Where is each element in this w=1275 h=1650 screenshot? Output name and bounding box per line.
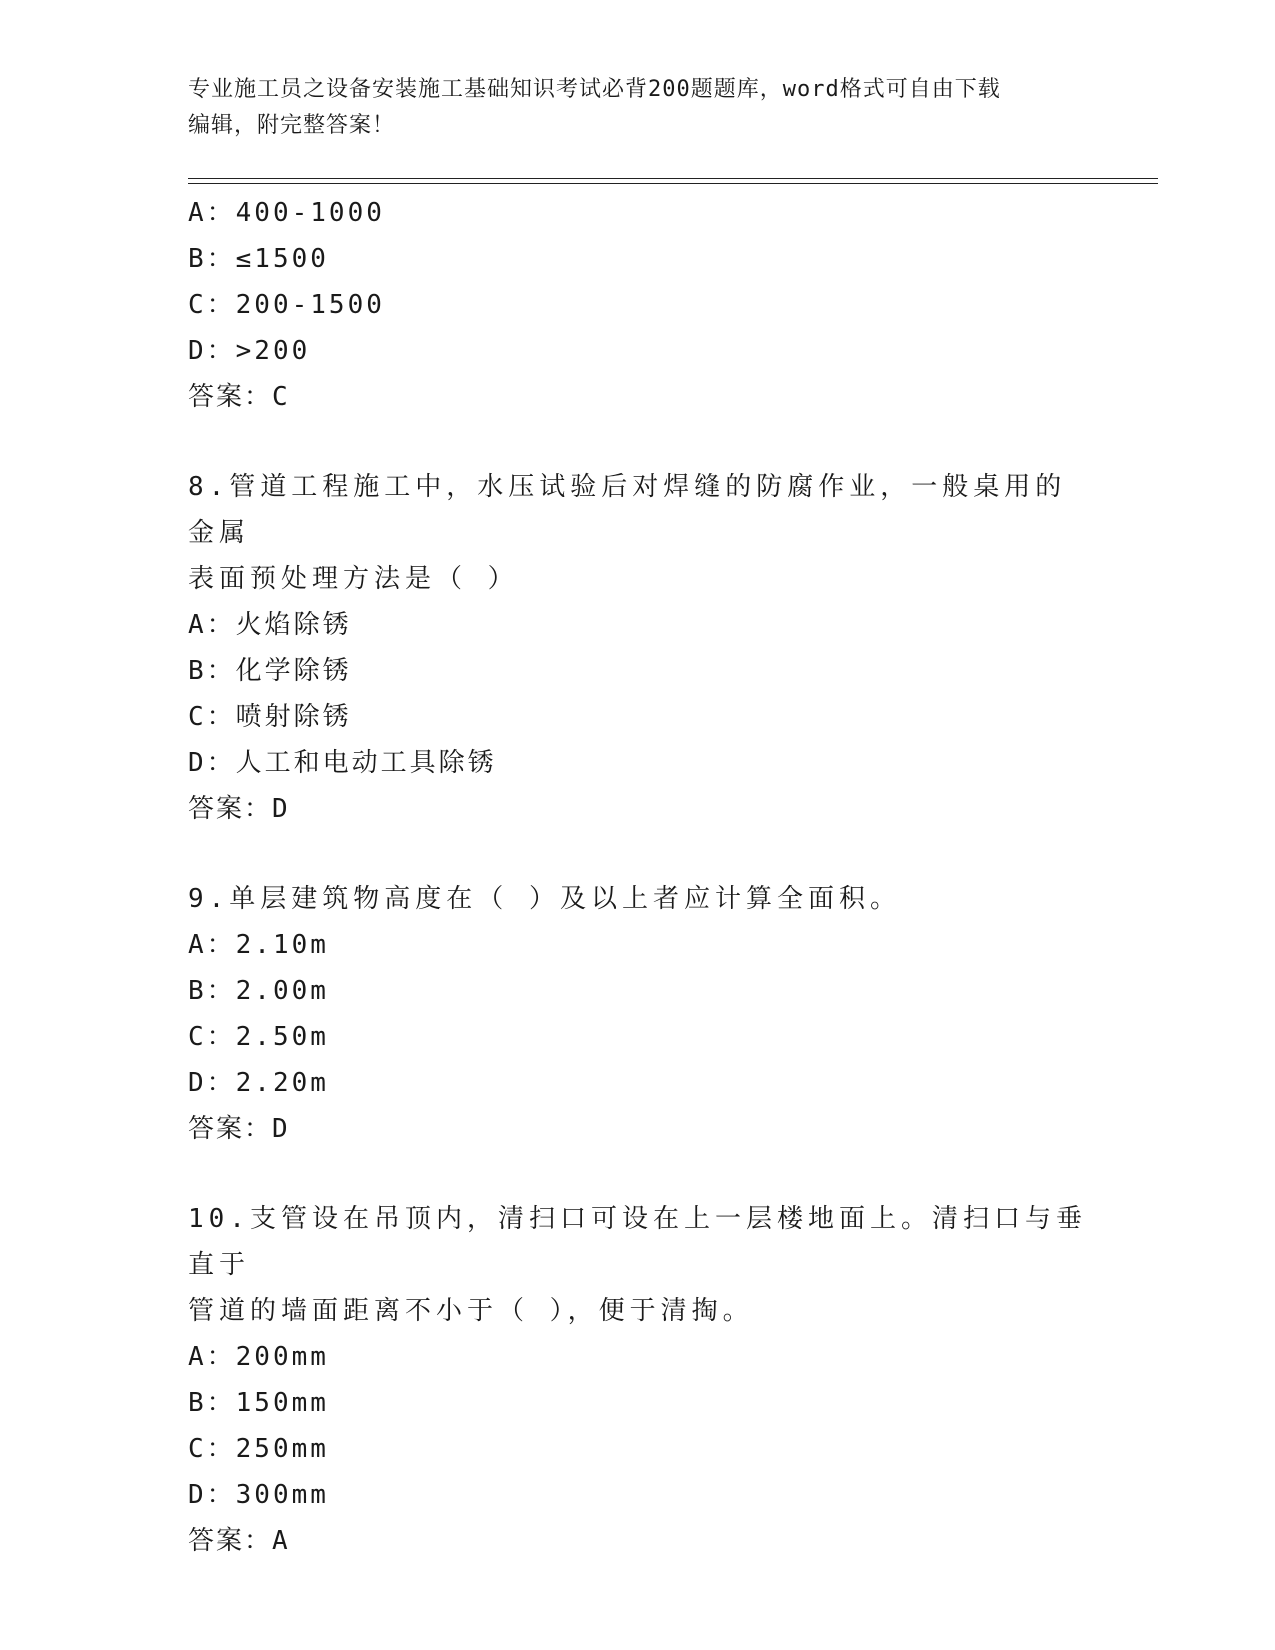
option-label: B： xyxy=(188,656,236,686)
option-text: 2.50m xyxy=(235,1022,329,1052)
question-7-continued xyxy=(188,190,1088,420)
option-text: >200 xyxy=(235,336,311,366)
option-label: C： xyxy=(188,702,236,732)
option-text: 2.20m xyxy=(235,1068,329,1098)
option-d xyxy=(188,740,1088,786)
option-text: 200-1500 xyxy=(235,290,385,320)
answer-line: 答案：D xyxy=(188,1114,290,1144)
option-text: 300mm xyxy=(235,1480,329,1510)
option-text: 250mm xyxy=(235,1434,329,1464)
option-a xyxy=(188,190,1088,236)
option-d xyxy=(188,328,1088,374)
option-label: C： xyxy=(188,290,236,320)
question-10 xyxy=(188,1196,1088,1564)
option-text: ≤1500 xyxy=(235,244,329,274)
header-line-1: 专业施工员之设备安装施工基础知识考试必背200题题库，word格式可自由下载 xyxy=(188,77,1001,102)
header-line-2: 编辑，附完整答案！ xyxy=(188,113,396,138)
option-label: A： xyxy=(188,198,236,228)
option-text: 火焰除锈 xyxy=(235,610,352,640)
option-text: 200mm xyxy=(235,1342,329,1372)
answer-line: 答案：A xyxy=(188,1526,290,1556)
question-list xyxy=(188,190,1088,1564)
option-b xyxy=(188,648,1088,694)
option-label: B： xyxy=(188,976,236,1006)
option-text: 400-1000 xyxy=(235,198,385,228)
option-label: D： xyxy=(188,1480,236,1510)
option-label: D： xyxy=(188,1068,236,1098)
option-c xyxy=(188,282,1088,328)
option-c xyxy=(188,694,1088,740)
option-text: 2.00m xyxy=(235,976,329,1006)
option-text: 150mm xyxy=(235,1388,329,1418)
option-text: 人工和电动工具除锈 xyxy=(235,748,497,778)
option-label: A： xyxy=(188,610,236,640)
option-text: 化学除锈 xyxy=(235,656,352,686)
option-label: A： xyxy=(188,1342,236,1372)
question-stem-line-2: 表面预处理方法是（ ） xyxy=(188,564,519,594)
option-d xyxy=(188,1060,1088,1106)
option-label: C： xyxy=(188,1022,236,1052)
option-a xyxy=(188,602,1088,648)
option-c xyxy=(188,1426,1088,1472)
question-stem-line-1: 10.支管设在吊顶内，清扫口可设在上一层楼地面上。清扫口与垂直于 xyxy=(188,1204,1087,1280)
option-a xyxy=(188,922,1088,968)
option-b xyxy=(188,1380,1088,1426)
option-label: B： xyxy=(188,244,236,274)
question-8 xyxy=(188,464,1088,832)
option-label: D： xyxy=(188,748,236,778)
question-9 xyxy=(188,876,1088,1152)
option-d xyxy=(188,1472,1088,1518)
option-text: 2.10m xyxy=(235,930,329,960)
header-divider-top xyxy=(188,178,1158,179)
option-label: B： xyxy=(188,1388,236,1418)
option-label: D： xyxy=(188,336,236,366)
option-label: A： xyxy=(188,930,236,960)
answer-line: 答案：D xyxy=(188,794,290,824)
question-stem-line-1: 9.单层建筑物高度在（ ）及以上者应计算全面积。 xyxy=(188,884,901,914)
option-a xyxy=(188,1334,1088,1380)
option-b xyxy=(188,236,1088,282)
option-c xyxy=(188,1014,1088,1060)
question-stem-line-1: 8.管道工程施工中，水压试验后对焊缝的防腐作业，一般桌用的金属 xyxy=(188,472,1067,548)
question-stem-line-2: 管道的墙面距离不小于（ ），便于清掏。 xyxy=(188,1296,754,1326)
option-b xyxy=(188,968,1088,1014)
option-text: 喷射除锈 xyxy=(235,702,352,732)
option-label: C： xyxy=(188,1434,236,1464)
document-header xyxy=(188,72,1088,144)
answer-line: 答案：C xyxy=(188,382,290,412)
header-divider-bottom xyxy=(188,183,1158,184)
